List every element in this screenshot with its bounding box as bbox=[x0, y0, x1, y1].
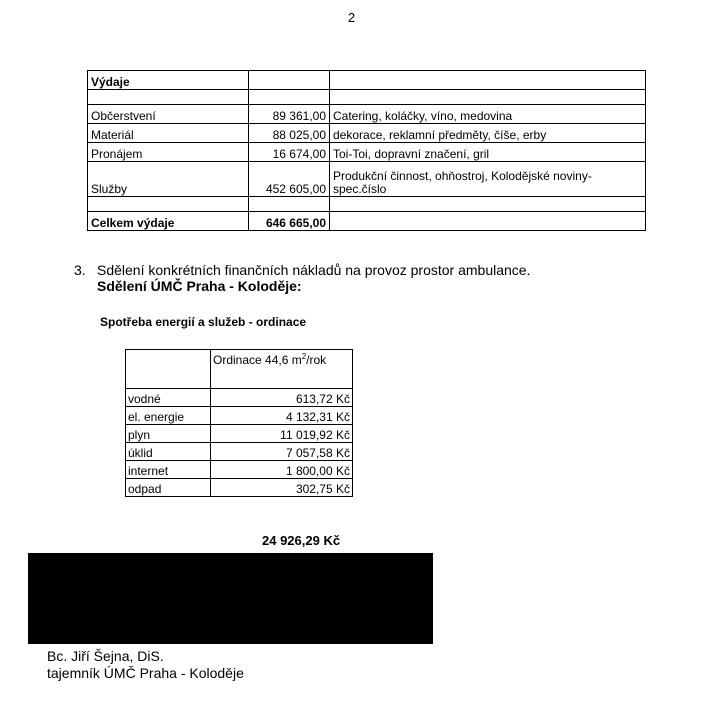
expenses-header: Výdaje bbox=[88, 71, 249, 90]
energy-table bbox=[125, 349, 353, 497]
table-row bbox=[126, 443, 353, 461]
signatory-role: tajemník ÚMČ Praha - Koloděje bbox=[47, 665, 244, 681]
energy-value: 1 800,00 Kč bbox=[211, 461, 353, 479]
table-row bbox=[88, 90, 646, 105]
item-number: 3. bbox=[74, 262, 86, 278]
table-row bbox=[126, 479, 353, 497]
expense-label: Pronájem bbox=[88, 143, 249, 162]
item-text: Sdělení konkrétních finančních nákladů na provoz prostor ambulance. bbox=[97, 262, 531, 278]
table-row bbox=[88, 124, 646, 143]
table-row bbox=[88, 143, 646, 162]
energy-label: plyn bbox=[126, 425, 211, 443]
table-row bbox=[88, 105, 646, 124]
energy-header: Ordinace 44,6 $m^2$/rok bbox=[211, 350, 353, 389]
energy-title: Spotřeba energií a služeb - ordinace bbox=[100, 315, 307, 329]
energy-value: 7 057,58 Kč bbox=[211, 443, 353, 461]
table-row bbox=[88, 212, 646, 231]
table-row bbox=[126, 389, 353, 407]
table-row bbox=[88, 162, 646, 197]
energy-label: úklid bbox=[126, 443, 211, 461]
page-number: 2 bbox=[347, 10, 356, 25]
table-row bbox=[126, 350, 353, 389]
expense-note: dekorace, reklamní předměty, číše, erby bbox=[330, 124, 646, 143]
expenses-table bbox=[87, 70, 646, 231]
energy-label: odpad bbox=[126, 479, 211, 497]
energy-value: 11 019,92 Kč bbox=[211, 425, 353, 443]
expenses-total-label: Celkem výdaje bbox=[88, 212, 249, 231]
energy-value: 4 132,31 Kč bbox=[211, 407, 353, 425]
table-row bbox=[126, 407, 353, 425]
energy-total: 24 926,29 Kč bbox=[262, 533, 341, 548]
energy-label: internet bbox=[126, 461, 211, 479]
table-row bbox=[126, 425, 353, 443]
energy-value: 302,75 Kč bbox=[211, 479, 353, 497]
table-row bbox=[88, 197, 646, 212]
energy-label: vodné bbox=[126, 389, 211, 407]
expense-note: Catering, koláčky, víno, medovina bbox=[330, 105, 646, 124]
expenses-total-amount: 646 665,00 bbox=[249, 212, 330, 231]
table-row bbox=[126, 461, 353, 479]
expense-label: Služby bbox=[88, 162, 249, 197]
expense-label: Materiál bbox=[88, 124, 249, 143]
energy-label: el. energie bbox=[126, 407, 211, 425]
redaction-block bbox=[28, 553, 433, 644]
expense-amount: 88 025,00 bbox=[249, 124, 330, 143]
expense-amount: 89 361,00 bbox=[249, 105, 330, 124]
table-row bbox=[88, 71, 646, 90]
energy-value: 613,72 Kč bbox=[211, 389, 353, 407]
signatory-name: Bc. Jiří Šejna, DiS. bbox=[47, 648, 164, 664]
expense-amount: 16 674,00 bbox=[249, 143, 330, 162]
expense-amount: 452 605,00 bbox=[249, 162, 330, 197]
expense-note: Toi-Toi, dopravní značení, gril bbox=[330, 143, 646, 162]
expense-note: Produkční činnost, ohňostroj, Kolodějské noviny-spec.číslo bbox=[330, 162, 646, 197]
item-subtitle: Sdělení ÚMČ Praha - Koloděje: bbox=[97, 278, 302, 294]
expense-label: Občerstvení bbox=[88, 105, 249, 124]
